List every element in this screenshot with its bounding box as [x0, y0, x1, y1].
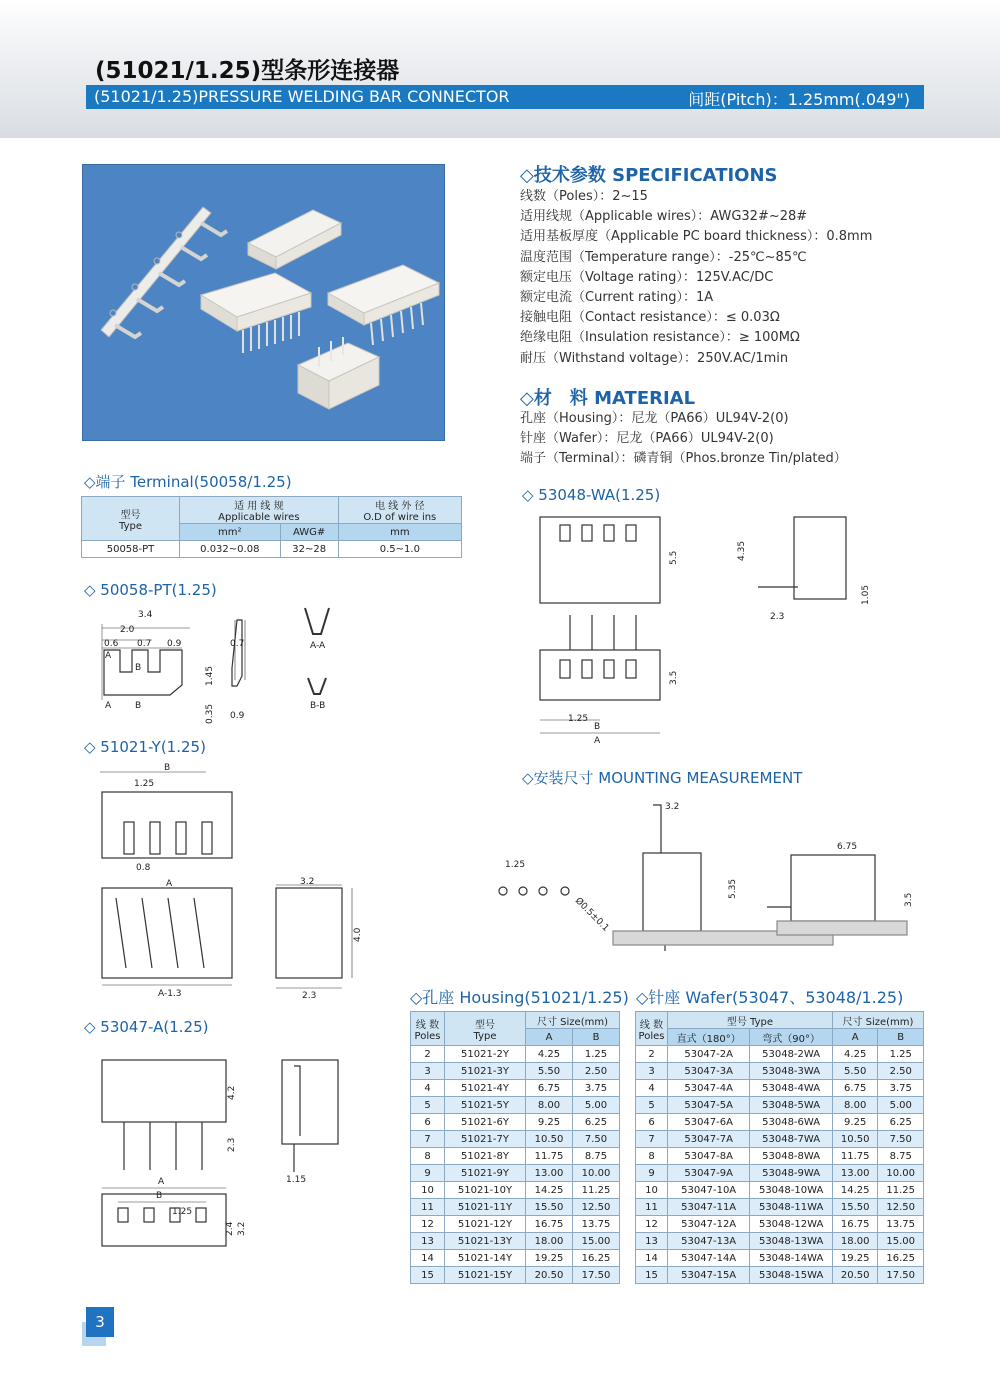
terminal-heading: ◇端子 Terminal(50058/1.25) — [84, 473, 292, 491]
dim-text: 2.3 — [302, 991, 317, 1000]
table-cell: 20.50 — [526, 1267, 573, 1284]
table-cell: 7 — [636, 1131, 668, 1148]
dim-text: 1.45 — [205, 665, 215, 686]
table-cell: 53048-2WA — [750, 1046, 833, 1063]
dim-text: 4.2 — [227, 1085, 237, 1100]
table-cell: 51021-14Y — [445, 1250, 526, 1267]
dim-text: B — [135, 701, 142, 711]
table-cell: 19.25 — [832, 1250, 878, 1267]
wafer-rows — [636, 1046, 924, 1284]
dim-text: A-1.3 — [158, 989, 182, 999]
table-cell: 8 — [636, 1148, 668, 1165]
table-cell: 53047-2A — [668, 1046, 750, 1063]
spec-temperature: 温度范围（Temperature range）：-25℃~85℃ — [520, 249, 807, 265]
table-cell: 7 — [411, 1131, 445, 1148]
dim-text: 1.25 — [134, 779, 155, 789]
dim-text: 2.4 — [225, 1221, 235, 1236]
specifications-list — [520, 187, 872, 369]
table-cell: 53047-6A — [668, 1114, 750, 1131]
table-cell: 53047-7A — [668, 1131, 750, 1148]
dim-text: 3.4 — [138, 610, 153, 620]
dim-text: 0.7 — [137, 639, 152, 649]
table-cell: 6.25 — [878, 1114, 924, 1131]
table-row — [636, 1233, 924, 1250]
dim-text: A — [594, 736, 601, 746]
spec-insulation-resistance: 绝缘电阻（Insulation resistance）：≥ 100MΩ — [520, 330, 800, 346]
dim-text: 3.2 — [665, 802, 680, 812]
table-row: 50058-PT 0.032~0.08 32~28 0.5~1.0 — [82, 541, 462, 558]
table-cell: 12 — [411, 1216, 445, 1233]
spec-current: 额定电流（Current rating）：1A — [520, 290, 714, 306]
housing-rows — [411, 1046, 620, 1284]
mounting-drawing — [495, 795, 925, 965]
table-cell: 53048-10WA — [750, 1182, 833, 1199]
dim-text: 5.35 — [728, 878, 738, 899]
table-cell: 1.25 — [573, 1046, 620, 1063]
table-row — [636, 1165, 924, 1182]
wafer-sub-a: A — [832, 1029, 878, 1046]
y-drawing-label: ◇ 51021-Y(1.25) — [84, 738, 206, 756]
table-cell: 51021-9Y — [445, 1165, 526, 1182]
table-cell: 53048-11WA — [750, 1199, 833, 1216]
material-housing: 孔座（Housing）：尼龙（PA66）UL94V-2(0) — [520, 411, 789, 426]
dim-text: Ø0.5±0.1 — [572, 896, 611, 934]
table-cell: 51021-6Y — [445, 1114, 526, 1131]
table-cell: 53047-15A — [668, 1267, 750, 1284]
dim-text: 1.05 — [861, 584, 871, 605]
table-cell: 9 — [411, 1165, 445, 1182]
table-cell: 13.00 — [832, 1165, 878, 1182]
terminal-od-header: 电 线 外 径 O.D of wire ins — [338, 497, 461, 524]
table-row — [411, 1063, 620, 1080]
table-cell: 53048-7WA — [750, 1131, 833, 1148]
table-row — [636, 1182, 924, 1199]
title-bar — [86, 85, 924, 109]
spec-withstand-voltage: 耐压（Withstand voltage）：250V.AC/1min — [520, 350, 789, 366]
table-row — [636, 1250, 924, 1267]
table-cell: 8 — [411, 1148, 445, 1165]
table-cell: 12.50 — [878, 1199, 924, 1216]
dim-text: A — [105, 701, 112, 711]
table-cell: 10.00 — [878, 1165, 924, 1182]
table-cell: 53048-13WA — [750, 1233, 833, 1250]
material-terminal: 端子（Terminal）：磷青铜（Phos.bronze Tin/plated） — [520, 451, 847, 467]
table-cell: 2 — [411, 1046, 445, 1063]
material-wafer: 针座（Wafer）：尼龙（PA66）UL94V-2(0) — [520, 431, 774, 447]
terminal-table — [81, 496, 462, 558]
table-cell: 8.75 — [573, 1148, 620, 1165]
wafer-sub-b: B — [878, 1029, 924, 1046]
specifications-heading: ◇技术参数 SPECIFICATIONS — [520, 165, 778, 186]
spec-voltage: 额定电压（Voltage rating）：125V.AC/DC — [520, 269, 774, 285]
table-row — [411, 1199, 620, 1216]
table-cell: 5.50 — [526, 1063, 573, 1080]
y-drawing — [90, 760, 370, 1000]
table-cell: 51021-2Y — [445, 1046, 526, 1063]
table-cell: 4.25 — [832, 1046, 878, 1063]
spec-contact-resistance: 接触电阻（Contact resistance）：≤ 0.03Ω — [520, 310, 780, 326]
table-cell: 3 — [411, 1063, 445, 1080]
wafer-sub-right-angle: 弯式（90°） — [750, 1029, 833, 1046]
wa-drawing-label: ◇ 53048-WA(1.25) — [522, 486, 661, 504]
dim-text: 6.75 — [837, 842, 858, 852]
table-cell: 10 — [636, 1182, 668, 1199]
table-row — [411, 1148, 620, 1165]
a-drawing-label: ◇ 53047-A(1.25) — [84, 1018, 209, 1036]
dim-text: B-B — [310, 701, 326, 711]
pitch-label: 间距(Pitch)：1.25mm(.049") — [688, 90, 910, 109]
table-row — [411, 1267, 620, 1284]
dim-text: 1.25 — [568, 714, 589, 724]
table-cell: 5 — [411, 1097, 445, 1114]
spec-pcb: 适用基板厚度（Applicable PC board thickness）：0.8mm — [520, 229, 873, 245]
table-cell: 7.50 — [573, 1131, 620, 1148]
table-row — [636, 1216, 924, 1233]
table-cell: 15.00 — [878, 1233, 924, 1250]
dim-text: 0.9 — [167, 639, 182, 649]
table-cell: 53047-8A — [668, 1148, 750, 1165]
table-cell: 9.25 — [526, 1114, 573, 1131]
table-cell: 53048-5WA — [750, 1097, 833, 1114]
dim-text: 1.15 — [286, 1175, 307, 1185]
dim-text: B — [594, 722, 601, 732]
table-row — [411, 1250, 620, 1267]
table-cell: 51021-7Y — [445, 1131, 526, 1148]
table-row — [411, 1216, 620, 1233]
table-cell: 53047-4A — [668, 1080, 750, 1097]
table-cell: 18.00 — [832, 1233, 878, 1250]
dim-text: A-A — [310, 641, 326, 651]
connector-photo-illustration — [83, 165, 444, 440]
material-list — [520, 409, 847, 470]
table-cell: 15.00 — [573, 1233, 620, 1250]
table-cell: 16.75 — [832, 1216, 878, 1233]
terminal-type-header: 型号 Type — [82, 497, 180, 541]
table-cell: 1.25 — [878, 1046, 924, 1063]
table-cell: 12.50 — [573, 1199, 620, 1216]
table-cell: 53048-15WA — [750, 1267, 833, 1284]
table-cell: 53047-10A — [668, 1182, 750, 1199]
dim-text: 2.0 — [120, 625, 135, 635]
table-row — [411, 1046, 620, 1063]
table-cell: 11.25 — [573, 1182, 620, 1199]
dim-text: A — [158, 1177, 165, 1187]
dim-text: B — [135, 663, 142, 673]
wafer-heading: ◇针座 Wafer(53047、53048/1.25) — [636, 988, 904, 1007]
dim-text: A — [166, 879, 173, 889]
table-row — [411, 1097, 620, 1114]
table-cell: 15 — [636, 1267, 668, 1284]
table-cell: 3.75 — [573, 1080, 620, 1097]
housing-sub-a: A — [526, 1029, 573, 1046]
table-cell: 53048-9WA — [750, 1165, 833, 1182]
table-cell: 51021-13Y — [445, 1233, 526, 1250]
wa-drawing — [530, 505, 890, 750]
table-cell: 2.50 — [878, 1063, 924, 1080]
table-cell: 53048-12WA — [750, 1216, 833, 1233]
table-cell: 9 — [636, 1165, 668, 1182]
title-en: (51021/1.25)PRESSURE WELDING BAR CONNECTOR — [94, 87, 510, 106]
dim-text: 0.9 — [230, 711, 245, 721]
table-cell: 10.50 — [526, 1131, 573, 1148]
table-cell: 13.75 — [573, 1216, 620, 1233]
table-row — [636, 1080, 924, 1097]
table-cell: 14 — [411, 1250, 445, 1267]
table-row — [636, 1046, 924, 1063]
table-cell: 53048-14WA — [750, 1250, 833, 1267]
housing-heading: ◇孔座 Housing(51021/1.25) — [410, 988, 629, 1007]
table-cell: 16.25 — [878, 1250, 924, 1267]
table-cell: 51021-12Y — [445, 1216, 526, 1233]
dim-text: B — [156, 1191, 163, 1201]
table-cell: 5.00 — [878, 1097, 924, 1114]
dim-text: 5.5 — [669, 550, 679, 565]
page-title: (51021/1.25)型条形连接器 — [95, 58, 400, 84]
table-cell: 5 — [636, 1097, 668, 1114]
table-row — [411, 1233, 620, 1250]
table-cell: 9.25 — [832, 1114, 878, 1131]
table-cell: 51021-15Y — [445, 1267, 526, 1284]
table-cell: 11 — [636, 1199, 668, 1216]
dim-text: 0.8 — [136, 863, 151, 873]
table-cell: 6.75 — [832, 1080, 878, 1097]
table-cell: 6 — [636, 1114, 668, 1131]
table-row — [636, 1199, 924, 1216]
table-cell: 14.25 — [832, 1182, 878, 1199]
table-cell: 11 — [411, 1199, 445, 1216]
table-cell: 19.25 — [526, 1250, 573, 1267]
dim-text: 3.5 — [904, 892, 914, 907]
table-cell: 53048-4WA — [750, 1080, 833, 1097]
table-cell: 7.50 — [878, 1131, 924, 1148]
table-cell: 8.75 — [878, 1148, 924, 1165]
table-cell: 53047-14A — [668, 1250, 750, 1267]
table-row — [411, 1165, 620, 1182]
housing-table — [410, 1011, 620, 1284]
table-cell: 51021-11Y — [445, 1199, 526, 1216]
table-cell: 2 — [636, 1046, 668, 1063]
table-cell: 5.50 — [832, 1063, 878, 1080]
product-photo — [82, 164, 445, 441]
wafer-type-header: 型号 Type — [668, 1012, 833, 1029]
table-cell: 53048-3WA — [750, 1063, 833, 1080]
table-row — [636, 1131, 924, 1148]
dim-text: 4.35 — [737, 540, 747, 561]
table-cell: 11.75 — [526, 1148, 573, 1165]
table-row — [636, 1148, 924, 1165]
wafer-table — [635, 1011, 924, 1284]
dim-text: 3.5 — [669, 670, 679, 685]
table-cell: 13 — [411, 1233, 445, 1250]
dim-text: 1.25 — [505, 860, 526, 870]
table-cell: 14.25 — [526, 1182, 573, 1199]
table-cell: 51021-5Y — [445, 1097, 526, 1114]
terminal-sub-mm: mm — [338, 524, 461, 541]
table-cell: 5.00 — [573, 1097, 620, 1114]
table-cell: 53047-5A — [668, 1097, 750, 1114]
table-cell: 53047-12A — [668, 1216, 750, 1233]
table-cell: 3 — [636, 1063, 668, 1080]
table-cell: 14 — [636, 1250, 668, 1267]
table-cell: 17.50 — [573, 1267, 620, 1284]
table-cell: 10.50 — [832, 1131, 878, 1148]
table-cell: 6.75 — [526, 1080, 573, 1097]
table-cell: 10.00 — [573, 1165, 620, 1182]
wafer-size-header: 尺寸 Size(mm) — [832, 1012, 923, 1029]
dim-text: B — [164, 763, 171, 773]
table-cell: 51021-8Y — [445, 1148, 526, 1165]
dim-text: 3.2 — [237, 1221, 247, 1236]
pt-drawing — [90, 600, 350, 725]
table-row — [636, 1097, 924, 1114]
table-row — [411, 1080, 620, 1097]
table-cell: 15.50 — [526, 1199, 573, 1216]
table-cell: 16.25 — [573, 1250, 620, 1267]
table-cell: 15 — [411, 1267, 445, 1284]
table-cell: 53047-9A — [668, 1165, 750, 1182]
table-cell: 13 — [636, 1233, 668, 1250]
table-row — [636, 1114, 924, 1131]
table-cell: 11.25 — [878, 1182, 924, 1199]
table-cell: 8.00 — [832, 1097, 878, 1114]
table-cell: 6.25 — [573, 1114, 620, 1131]
table-cell: 53048-6WA — [750, 1114, 833, 1131]
table-cell: 6 — [411, 1114, 445, 1131]
table-cell: 51021-4Y — [445, 1080, 526, 1097]
table-cell: 51021-3Y — [445, 1063, 526, 1080]
terminal-sub-awg: AWG# — [280, 524, 338, 541]
table-cell: 13.00 — [526, 1165, 573, 1182]
table-row — [411, 1131, 620, 1148]
spec-wires: 适用线规（Applicable wires）：AWG32#~28# — [520, 209, 808, 225]
table-cell: 13.75 — [878, 1216, 924, 1233]
dim-text: 3.2 — [300, 877, 315, 887]
table-cell: 18.00 — [526, 1233, 573, 1250]
dim-text: 0.35 — [205, 703, 215, 724]
dim-text: 2.3 — [770, 612, 785, 622]
table-cell: 53047-3A — [668, 1063, 750, 1080]
terminal-wires-header: 适 用 线 规 Applicable wires — [180, 497, 339, 524]
table-row — [411, 1182, 620, 1199]
table-cell: 2.50 — [573, 1063, 620, 1080]
material-heading: ◇材 料 MATERIAL — [520, 388, 696, 409]
table-cell: 51021-10Y — [445, 1182, 526, 1199]
table-cell: 8.00 — [526, 1097, 573, 1114]
table-cell: 53048-8WA — [750, 1148, 833, 1165]
table-row — [411, 1114, 620, 1131]
a-drawing — [90, 1040, 360, 1290]
housing-sub-b: B — [573, 1029, 620, 1046]
pt-drawing-label: ◇ 50058-PT(1.25) — [84, 581, 217, 599]
dim-text: 2.3 — [227, 1137, 237, 1152]
dim-text: 4.0 — [353, 927, 363, 942]
table-cell: 3.75 — [878, 1080, 924, 1097]
table-cell: 4 — [636, 1080, 668, 1097]
table-cell: 15.50 — [832, 1199, 878, 1216]
housing-size-header: 尺寸 Size(mm) — [526, 1012, 620, 1029]
page-number: 3 — [86, 1307, 114, 1337]
table-cell: 17.50 — [878, 1267, 924, 1284]
table-cell: 12 — [636, 1216, 668, 1233]
dim-text: 1.25 — [172, 1207, 193, 1217]
wafer-poles-header: 线 数 Poles — [636, 1012, 668, 1046]
table-row — [636, 1267, 924, 1284]
table-row — [636, 1063, 924, 1080]
dim-text: 0.7 — [230, 639, 245, 649]
housing-type-header: 型号 Type — [445, 1012, 526, 1046]
table-cell: 53047-11A — [668, 1199, 750, 1216]
table-cell: 20.50 — [832, 1267, 878, 1284]
dim-text: 0.6 — [104, 639, 119, 649]
table-cell: 16.75 — [526, 1216, 573, 1233]
table-cell: 11.75 — [832, 1148, 878, 1165]
wafer-sub-straight: 直式（180°） — [668, 1029, 750, 1046]
housing-poles-header: 线 数 Poles — [411, 1012, 445, 1046]
spec-poles: 线数（Poles）：2~15 — [520, 189, 648, 204]
dim-text: A — [105, 651, 112, 661]
mounting-heading: ◇安装尺寸 MOUNTING MEASUREMENT — [522, 769, 803, 787]
terminal-sub-mm2: mm² — [180, 524, 281, 541]
table-cell: 4.25 — [526, 1046, 573, 1063]
table-cell: 4 — [411, 1080, 445, 1097]
table-cell: 53047-13A — [668, 1233, 750, 1250]
table-cell: 10 — [411, 1182, 445, 1199]
